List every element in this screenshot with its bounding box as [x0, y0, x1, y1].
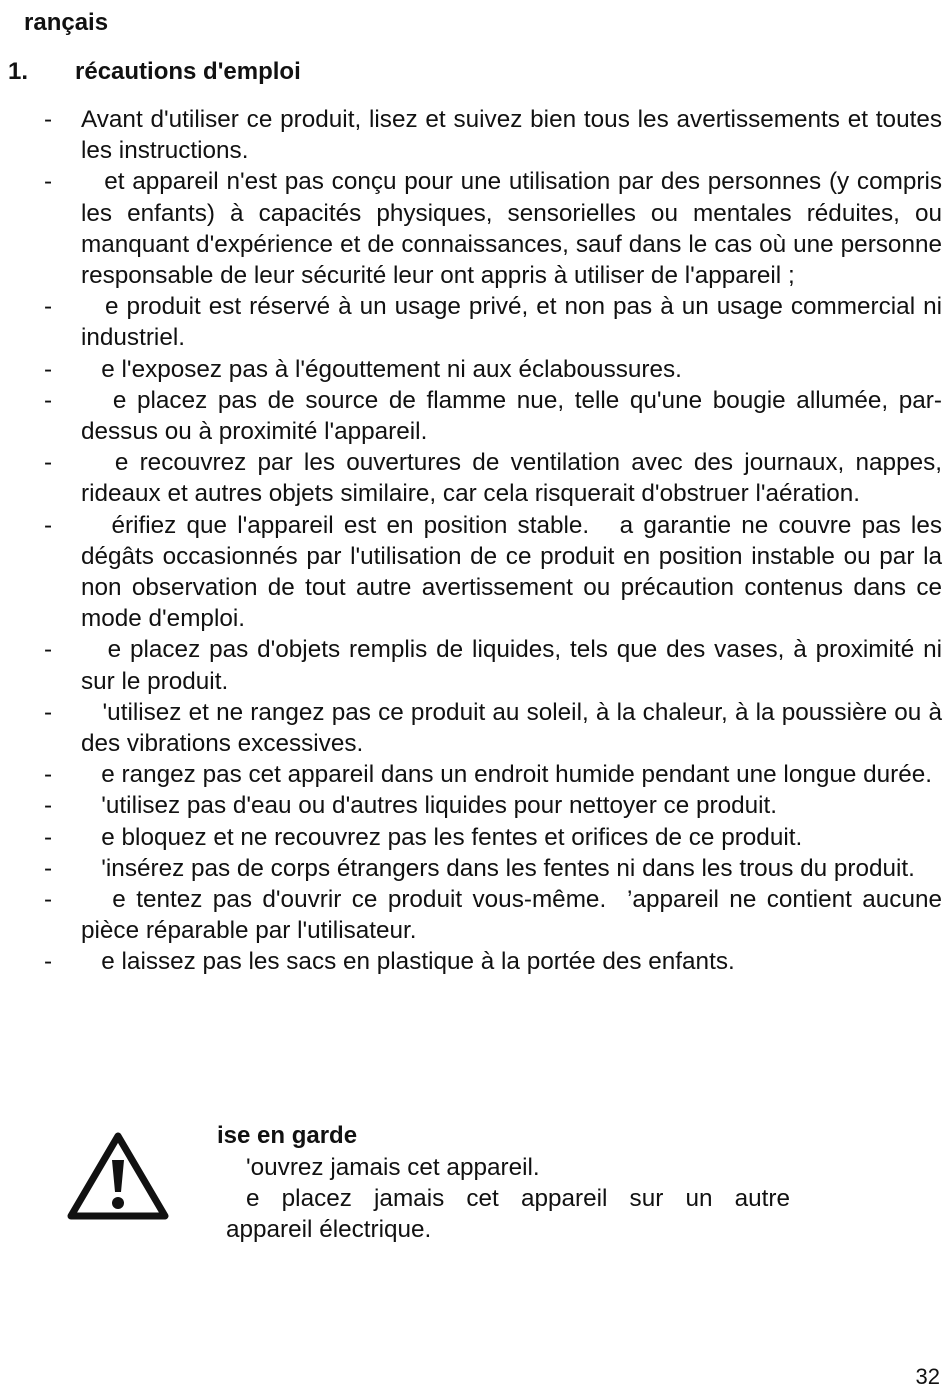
bullet-dash: - — [44, 636, 53, 664]
warning-line: appareil électrique. — [226, 1216, 432, 1244]
list-item — [40, 822, 942, 853]
list-item-text: 'utilisez et ne rangez pas ce produit au soleil, à la chaleur, à la poussière ou à des vibrations excessives. — [81, 698, 949, 758]
bullet-dash: - — [44, 106, 53, 133]
warning-block — [60, 1120, 820, 1250]
bullet-dash: - — [44, 886, 53, 914]
list-item — [40, 790, 942, 821]
list-item-text: e produit est réservé à un usage privé, et non pas à un usage commercial ni industriel. — [81, 293, 949, 352]
bullet-dash: - — [44, 355, 53, 383]
warning-title: ise en garde — [217, 1122, 358, 1149]
list-item — [40, 634, 949, 696]
warning-line: e placez jamais cet appareil sur un autre — [246, 1185, 790, 1213]
language-header: rançais — [24, 9, 109, 36]
bullet-dash: - — [44, 293, 53, 321]
list-item-text: érifiez que l'appareil est en position stable. a garantie ne couvre pas les dégâts occasionnés par l'utilisation de ce produit en position instable ou par la non observation de tout autre avertissement ou précaution contenus dans ce mode d'emploi. — [81, 511, 949, 633]
list-item — [40, 166, 949, 291]
list-item — [40, 354, 942, 385]
list-item-text: 'insérez pas de corps étrangers dans les fentes ni dans les trous du produit. — [81, 854, 915, 882]
list-item-text: e rangez pas cet appareil dans un endroit humide pendant une longue durée. — [81, 761, 933, 789]
bullet-dash: - — [44, 449, 53, 477]
list-item-text: Avant d'utiliser ce produit, lisez et suivez bien tous les avertissements et toutes les instructions. — [81, 106, 942, 165]
list-item-text: e placez pas de source de flamme nue, telle qu'une bougie allumée, par-dessus ou à proximité l'appareil. — [81, 386, 942, 446]
bullet-dash: - — [44, 823, 53, 851]
list-item-text: e l'exposez pas à l'égouttement ni aux éclaboussures. — [81, 355, 682, 383]
bullet-dash: - — [44, 511, 53, 539]
list-item — [40, 884, 949, 946]
section-number: 1. — [8, 58, 29, 85]
bullet-dash: - — [44, 386, 53, 414]
warning-text — [226, 1152, 790, 1246]
list-item — [40, 104, 942, 166]
list-item-text: e bloquez et ne recouvrez pas les fentes et orifices de ce produit. — [81, 823, 803, 851]
list-item-text: e recouvrez par les ouvertures de ventilation avec des journaux, nappes, rideaux et autres objets similaire, car cela risquerait d'obstruer l'aération. — [81, 449, 949, 508]
warning-line: 'ouvrez jamais cet appareil. — [246, 1154, 540, 1181]
list-item — [40, 447, 949, 509]
list-item-text: e tentez pas d'ouvrir ce produit vous-même. ’appareil ne contient aucune pièce réparable par l'utilisateur. — [81, 886, 949, 945]
warning-triangle-icon — [66, 1130, 170, 1222]
list-item-text: e laissez pas les sacs en plastique à la portée des enfants. — [81, 948, 735, 976]
list-item — [40, 946, 942, 977]
list-item-text: 'utilisez pas d'eau ou d'autres liquides pour nettoyer ce produit. — [81, 792, 778, 820]
bullet-dash: - — [44, 761, 53, 789]
bullet-dash: - — [44, 854, 53, 882]
list-item — [40, 697, 949, 759]
list-item — [40, 759, 942, 790]
bullet-dash: - — [44, 792, 53, 820]
precautions-list — [40, 104, 949, 978]
bullet-dash: - — [44, 948, 53, 976]
list-item — [40, 291, 949, 353]
bullet-dash: - — [44, 698, 53, 726]
list-item — [40, 853, 942, 884]
list-item-text: et appareil n'est pas conçu pour une utilisation par des personnes (y compris les enfants) à capacités physiques, sensorielles ou mentales réduites, ou manquant d'expérience et de connaissances, sauf dans le cas où une personne responsable de leur sécurité leur ont appris à utiliser de l'appareil ; — [81, 168, 949, 290]
list-item-text: e placez pas d'objets remplis de liquides, tels que des vases, à proximité ni sur le produit. — [81, 636, 949, 695]
section-heading — [8, 55, 301, 89]
page-number: 32 — [915, 1364, 940, 1389]
list-item — [40, 385, 942, 447]
section-title: récautions d'emploi — [75, 58, 301, 85]
bullet-dash: - — [44, 168, 53, 196]
list-item — [40, 510, 949, 635]
